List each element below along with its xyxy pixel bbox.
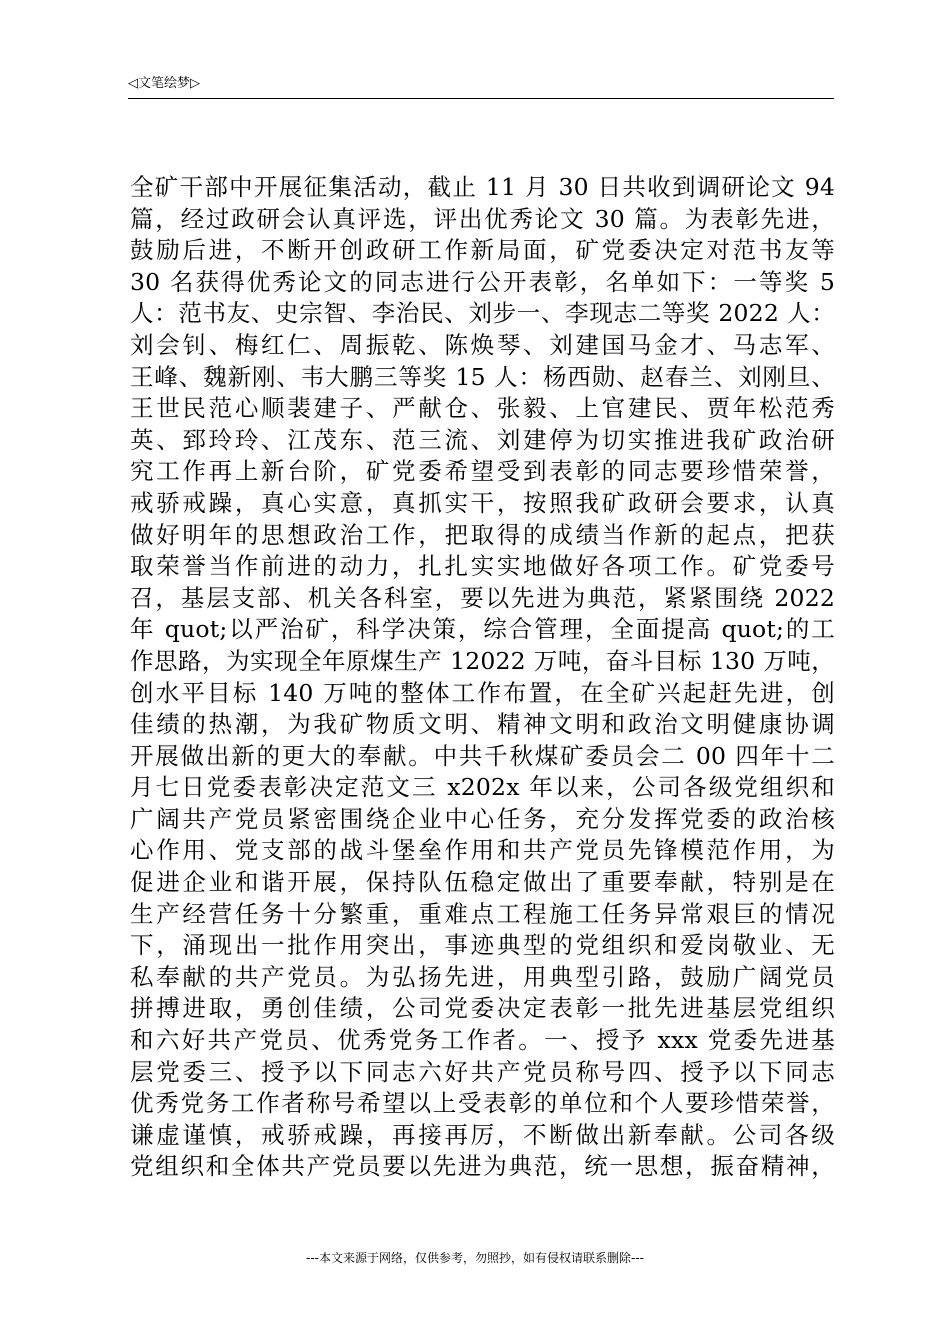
body-line: 促进企业和谐开展，保持队伍稳定做出了重要奉献，特别是在 [130,868,835,897]
body-line: 篇，经过政研会认真评选，评出优秀论文 30 篇。为表彰先进， [130,204,835,233]
body-line: 英、郅玲玲、江茂东、范三流、刘建停为切实推进我矿政治研 [130,425,835,454]
body-line: 层党委三、授予以下同志六好共产党员称号四、授予以下同志 [130,1057,835,1086]
body-line: 做好明年的思想政治工作，把取得的成绩当作新的起点，把获 [130,520,835,549]
body-line: 优秀党务工作者称号希望以上受表彰的单位和个人要珍惜荣誉， [130,1089,835,1118]
body-line: 王世民范心顺裴建子、严献仓、张毅、上官建民、贾年松范秀 [130,394,835,423]
header-title: 文笔绘梦 [138,76,191,91]
body-line: 广阔共产党员紧密围绕企业中心任务，充分发挥党委的政治核 [130,804,835,833]
body-line: 下，涌现出一批作用突出，事迹典型的党组织和爱岗敬业、无 [130,931,835,960]
body-line: 戒骄戒躁，真心实意，真抓实干，按照我矿政研会要求，认真 [130,488,835,517]
body-line: 和六好共产党员、优秀党务工作者。一、授予 xxx 党委先进基 [130,1026,835,1055]
body-line: 开展做出新的更大的奉献。中共千秋煤矿委员会二 00 四年十二 [130,741,835,770]
left-triangle-icon: ◁ [128,76,138,91]
right-triangle-icon: ▷ [190,76,201,91]
body-line: 生产经营任务十分繁重，重难点工程施工任务异常艰巨的情况 [130,899,835,928]
body-line: 全矿干部中开展征集活动，截止 11 月 30 日共收到调研论文 94 [130,173,835,201]
body-line: 年 quot;以严治矿，科学决策，综合管理，全面提高 quot;的工 [130,615,835,644]
header-title-group [128,76,200,92]
page-header [128,72,834,99]
body-line: 月七日党委表彰决定范文三 x202x 年以来，公司各级党组织和 [130,773,835,802]
body-line: 究工作再上新台阶，矿党委希望受到表彰的同志要珍惜荣誉， [130,457,835,486]
body-line: 刘会钊、梅红仁、周振乾、陈焕琴、刘建国马金才、马志军、 [130,330,835,359]
body-line: 谦虚谨慎，戒骄戒躁，再接再厉，不断做出新奉献。公司各级 [130,1120,835,1149]
document-body [130,172,835,1183]
body-line: 鼓励后进，不断开创政研工作新局面，矿党委决定对范书友等 [130,236,835,265]
body-line: 佳绩的热潮，为我矿物质文明、精神文明和政治文明健康协调 [130,710,835,739]
body-line: 私奉献的共产党员。为弘扬先进，用典型引路，鼓励广阔党员 [130,962,835,991]
body-line: 30 名获得优秀论文的同志进行公开表彰，名单如下：一等奖 5 [130,267,835,296]
body-line: 拼搏进取，勇创佳绩，公司党委决定表彰一批先进基层党组织 [130,994,835,1023]
body-line: 心作用、党支部的战斗堡垒作用和共产党员先锋模范作用，为 [130,836,835,865]
body-line: 取荣誉当作前进的动力，扎扎实实地做好各项工作。矿党委号 [130,552,835,581]
body-line: 作思路，为实现全年原煤生产 12022 万吨，奋斗目标 130 万吨， [130,646,835,675]
body-line: 召，基层支部、机关各科室，要以先进为典范，紧紧围绕 2022 [130,583,835,612]
body-line: 创水平目标 140 万吨的整体工作布置，在全矿兴起赶先进，创 [130,678,835,707]
body-line: 王峰、魏新刚、韦大鹏三等奖 15 人：杨西勋、赵春兰、刘刚旦、 [130,362,835,391]
footer-disclaimer: ---本文来源于网络，仅供参考，勿照抄，如有侵权请联系删除--- [306,1251,644,1265]
body-line: 人：范书友、史宗智、李治民、刘步一、李现志二等奖 2022 人： [130,299,835,328]
body-line: 党组织和全体共产党员要以先进为典范，统一思想，振奋精神， [130,1152,835,1181]
